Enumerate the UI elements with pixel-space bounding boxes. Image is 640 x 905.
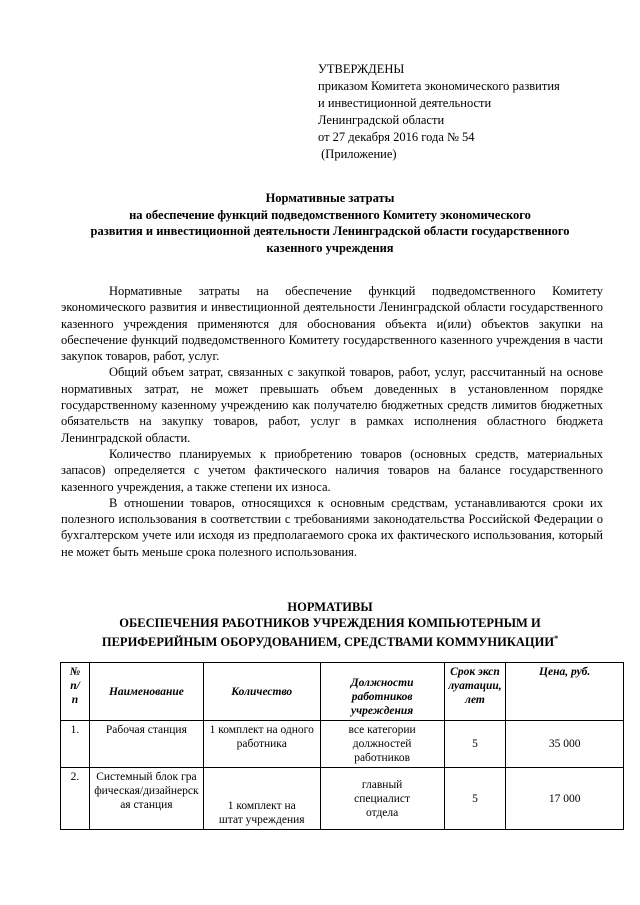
header-position: Должности работников учреждения — [320, 663, 444, 721]
paragraph: Нормативные затраты на обеспечение функций подведомственного Комитету экономического развития и инвестиционной деятельности Ленинградской области государственного казенного учреждения применяются для обоснования объекта и(или) объектов закупки на обеспечение функций подведомственного Комитету государственного казенного учреждения в части закупок товаров, работ, услуг. — [61, 284, 603, 364]
table-header-row — [61, 663, 624, 721]
cell-price: 35 000 — [506, 721, 624, 768]
cell-num: 1. — [61, 721, 90, 768]
title-line: развития и инвестиционной деятельности Ленинградской области государственного — [90, 224, 570, 238]
approval-date-line: от 27 декабря 2016 года № 54 — [318, 130, 475, 144]
table-row — [61, 768, 624, 830]
header-price: Цена, руб. — [506, 663, 624, 721]
approval-order-line: Ленинградской области — [318, 113, 445, 127]
cell-position: главный специалист отдела — [320, 768, 444, 830]
cell-price: 17 000 — [506, 768, 624, 830]
paragraph: Общий объем затрат, связанных с закупкой товаров, работ, услуг, рассчитанный на основе нормативных затрат, не может превышать объем доведенных в установленном порядке государственному казенному учреждению как получателю бюджетных средств лимитов бюджетных обязательств на закупку товаров, работ, услуг в рамках исполнения областного бюджета Ленинградской области. — [61, 365, 603, 445]
cell-qty: 1 комплект на штат учреждения — [203, 768, 320, 830]
paragraph: В отношении товаров, относящихся к основным средствам, устанавливаются сроки их полезного использования в соответствии с требованиями законодательства Российской Федерации о бухгалтерском учете или исходя из предполагаемого срока их фактического использования, который не может быть меньше срока полезного использования. — [61, 495, 603, 559]
title-line: казенного учреждения — [266, 240, 394, 255]
footnote-mark: * — [554, 634, 559, 643]
norms-table — [60, 662, 624, 830]
title-line: на обеспечение функций подведомственного Комитету экономического — [129, 207, 531, 222]
approval-heading: УТВЕРЖДЕНЫ — [318, 62, 405, 76]
cell-term: 5 — [444, 768, 506, 830]
cell-name: Рабочая станция — [89, 721, 203, 768]
paragraph: Количество планируемых к приобретению товаров (основных средств, материальных запасов) определяется с учетом фактического наличия товаров на балансе государственного казенного учреждения, а также степени их износа. — [61, 446, 603, 494]
approval-order-line: и инвестиционной деятельности — [318, 96, 492, 110]
header-term: Срок эксплуатации, лет — [444, 663, 506, 721]
header-qty: Количество — [203, 663, 320, 721]
title-line: Нормативные затраты — [265, 191, 395, 205]
cell-qty: 1 комплект на одного работника — [203, 721, 320, 768]
document-title — [50, 190, 610, 256]
norms-subheading: ПЕРИФЕРИЙНЫМ ОБОРУДОВАНИЕМ, СРЕДСТВАМИ КОММУНИКАЦИИ* — [101, 634, 559, 650]
norms-title — [40, 599, 620, 650]
header-num: № п/п — [61, 663, 90, 721]
approval-appendix-line: (Приложение) — [318, 147, 397, 161]
norms-subheading: ОБЕСПЕЧЕНИЯ РАБОТНИКОВ УЧРЕЖДЕНИЯ КОМПЬЮТЕРНЫМ И — [119, 616, 541, 630]
approval-order-line: приказом Комитета экономического развития — [318, 79, 560, 93]
cell-num: 2. — [61, 768, 90, 830]
approval-block — [318, 61, 560, 163]
cell-term: 5 — [444, 721, 506, 768]
cell-name: Системный блок графическая/дизайнерская станция — [89, 768, 203, 830]
header-name: Наименование — [89, 663, 203, 721]
cell-position: все категории должностей работников — [320, 721, 444, 768]
body-text — [61, 283, 603, 560]
table-row — [61, 721, 624, 768]
norms-heading: НОРМАТИВЫ — [287, 600, 373, 614]
